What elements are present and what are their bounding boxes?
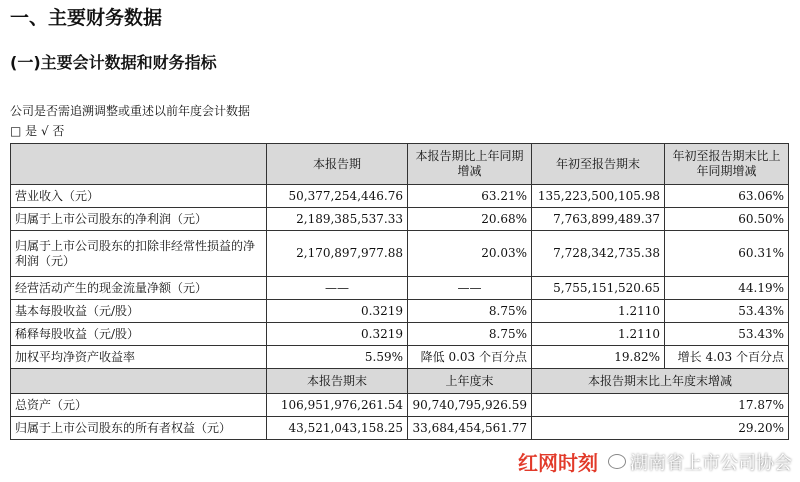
cell-value: 63.21% <box>408 185 532 208</box>
cell-value: 2,189,385,537.33 <box>267 208 408 231</box>
cell-value: 135,223,500,105.98 <box>532 185 665 208</box>
cell-value: 106,951,976,261.54 <box>267 394 408 417</box>
cell-value: 29.20% <box>532 417 789 440</box>
table-row <box>11 394 789 417</box>
table-header-row <box>11 144 789 185</box>
cell-value: 53.43% <box>665 300 789 323</box>
cell-value: 53.43% <box>665 323 789 346</box>
cell-value: 44.19% <box>665 277 789 300</box>
subheader-period-end: 本报告期末 <box>267 369 408 394</box>
table-row <box>11 277 789 300</box>
watermark <box>518 447 792 476</box>
table-row <box>11 185 789 208</box>
table-row <box>11 300 789 323</box>
table-row <box>11 346 789 369</box>
header-ytd-change: 年初至报告期末比上年同期增减 <box>665 144 789 185</box>
cell-value: 8.75% <box>408 300 532 323</box>
cell-value: 0.3219 <box>267 323 408 346</box>
cell-value: 90,740,795,926.59 <box>408 394 532 417</box>
header-current-period-change: 本报告期比上年同期增减 <box>408 144 532 185</box>
wechat-icon <box>608 454 626 469</box>
restatement-note: 公司是否需追溯调整或重述以前年度会计数据 <box>10 104 251 118</box>
cell-value: 0.3219 <box>267 300 408 323</box>
subheader-prior-year-end: 上年度末 <box>408 369 532 394</box>
row-label: 归属于上市公司股东的扣除非经常性损益的净利润（元） <box>11 231 267 277</box>
cell-value: 63.06% <box>665 185 789 208</box>
row-label: 总资产（元） <box>11 394 267 417</box>
header-ytd: 年初至报告期末 <box>532 144 665 185</box>
cell-value: 60.31% <box>665 231 789 277</box>
cell-value: 降低 0.03 个百分点 <box>408 346 532 369</box>
cell-value: 20.03% <box>408 231 532 277</box>
cell-value: 20.68% <box>408 208 532 231</box>
cell-value: 17.87% <box>532 394 789 417</box>
header-current-period: 本报告期 <box>267 144 408 185</box>
cell-value: 1.2110 <box>532 323 665 346</box>
cell-value: 8.75% <box>408 323 532 346</box>
subsection-heading: (一)主要会计数据和财务指标 <box>10 53 217 72</box>
table-row <box>11 323 789 346</box>
cell-value: 1.2110 <box>532 300 665 323</box>
cell-value: 5,755,151,520.65 <box>532 277 665 300</box>
table-row <box>11 208 789 231</box>
row-label: 经营活动产生的现金流量净额（元） <box>11 277 267 300</box>
row-label: 基本每股收益（元/股） <box>11 300 267 323</box>
cell-value: 33,684,454,561.77 <box>408 417 532 440</box>
row-label: 加权平均净资产收益率 <box>11 346 267 369</box>
cell-value: 50,377,254,446.76 <box>267 185 408 208</box>
restatement-choice: □ 是 √ 否 <box>10 124 65 138</box>
table-row <box>11 231 789 277</box>
table-row <box>11 417 789 440</box>
cell-value: —— <box>408 277 532 300</box>
financial-data-table <box>10 143 789 440</box>
section-heading: 一、主要财务数据 <box>10 7 163 29</box>
row-label: 归属于上市公司股东的所有者权益（元） <box>11 417 267 440</box>
watermark-text: 湖南省上市公司协会 <box>630 452 792 474</box>
cell-value: —— <box>267 277 408 300</box>
cell-value: 19.82% <box>532 346 665 369</box>
watermark-logo: 红网时刻 <box>518 451 598 475</box>
cell-value: 60.50% <box>665 208 789 231</box>
row-label: 稀释每股收益（元/股） <box>11 323 267 346</box>
header-corner <box>11 144 267 185</box>
cell-value: 7,763,899,489.37 <box>532 208 665 231</box>
cell-value: 43,521,043,158.25 <box>267 417 408 440</box>
subheader-change: 本报告期末比上年度末增减 <box>532 369 789 394</box>
table-subheader-row <box>11 369 789 394</box>
row-label: 归属于上市公司股东的净利润（元） <box>11 208 267 231</box>
cell-value: 2,170,897,977.88 <box>267 231 408 277</box>
row-label: 营业收入（元） <box>11 185 267 208</box>
cell-value: 5.59% <box>267 346 408 369</box>
subheader-corner <box>11 369 267 394</box>
cell-value: 增长 4.03 个百分点 <box>665 346 789 369</box>
cell-value: 7,728,342,735.38 <box>532 231 665 277</box>
